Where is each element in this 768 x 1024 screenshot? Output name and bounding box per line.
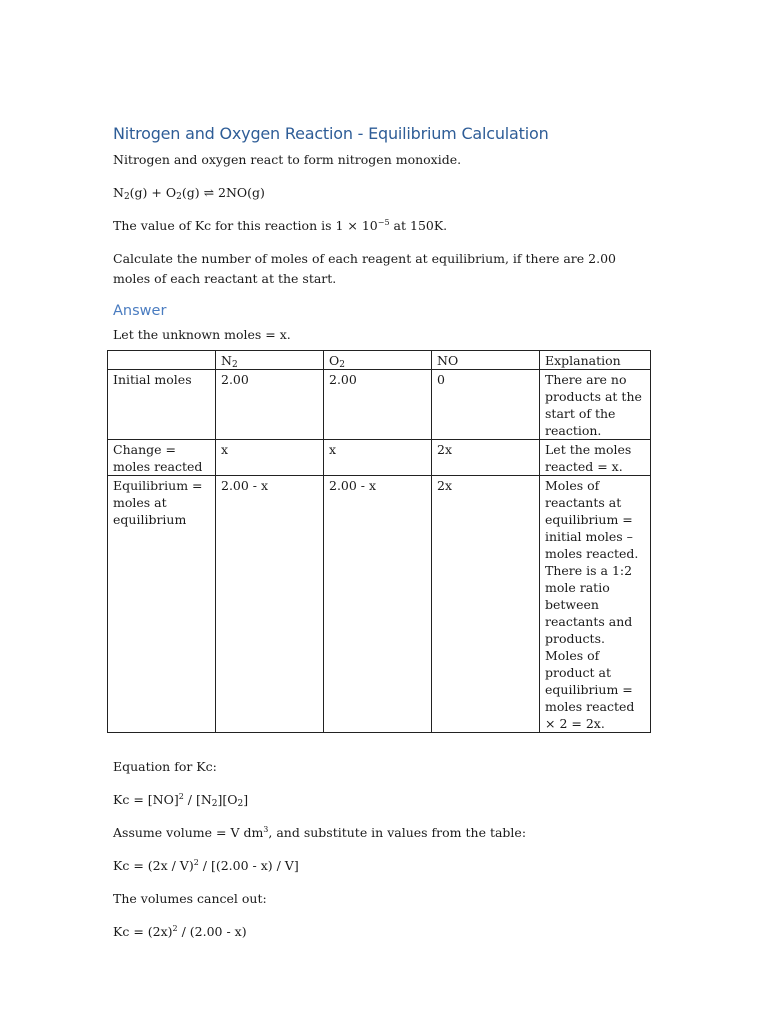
assume-volume-text: Assume volume = V $dm^3$, and substitute in values from the table: [113,825,527,840]
document-content [113,124,653,955]
kc-equation-label: Equation for Kc: [113,759,217,774]
page-title: Nitrogen and Oxygen Reaction - Equilibrium Calculation [113,124,549,143]
table-row [108,440,651,476]
cell-explanation: Moles of reactants at equilibrium = initial moles – moles reacted. There is a 1:2 mole ratio between reactants and products. Moles of product at equilibrium = moles reacted × 2 = 2x. [540,476,651,733]
table-header-o2: $O_2$ [324,351,432,370]
cell-o2: x [324,440,432,476]
cell-explanation: Let the moles reacted = x. [540,440,651,476]
cell-no: 0 [432,370,540,440]
row-label: Change = moles reacted [108,440,216,476]
cell-n2: 2.00 [216,370,324,440]
cell-no: 2x [432,476,540,733]
cell-o2: 2.00 [324,370,432,440]
cell-n2: 2.00 - x [216,476,324,733]
cell-o2: 2.00 - x [324,476,432,733]
kc-equation-1: $Kc = [NO]^2 / [N_2][O_2]$ [113,792,249,809]
table-header-explanation: Explanation [540,351,651,370]
intro-text: Nitrogen and oxygen react to form nitrogen monoxide. [113,152,462,167]
answer-heading: Answer [113,303,167,319]
equilibrium-table [107,350,651,733]
kc-equation-2: Kc = (2x / V)$^2$ / [(2.00 - x) / V] [113,858,299,873]
let-text: Let the unknown moles = x. [113,327,291,342]
table-header-n2: $N_2$ [216,351,324,370]
table-header-row [108,351,651,370]
table-row [108,476,651,733]
cell-explanation: There are no products at the start of the reaction. [540,370,651,440]
cell-n2: x [216,440,324,476]
row-label: Initial moles [108,370,216,440]
table-row [108,370,651,440]
reaction-equation: $N_2(g) + O_2(g)$ ⇌ 2NO(g) [113,185,265,202]
kc-equation-3: $Kc = (2x)^2 / (2.00 - x)$ [113,924,247,939]
cell-no: 2x [432,440,540,476]
row-label: Equilibrium = moles at equilibrium [108,476,216,733]
volumes-cancel-text: The volumes cancel out: [113,891,267,906]
table-header-blank [108,351,216,370]
question-text: Calculate the number of moles of each reagent at equilibrium, if there are 2.00 moles of each reactant at the start. [113,251,616,286]
kc-value-text: The value of Kc for this reaction is $1 \times 10^{-5}$ at 150K. [113,218,448,233]
table-header-no: NO [432,351,540,370]
